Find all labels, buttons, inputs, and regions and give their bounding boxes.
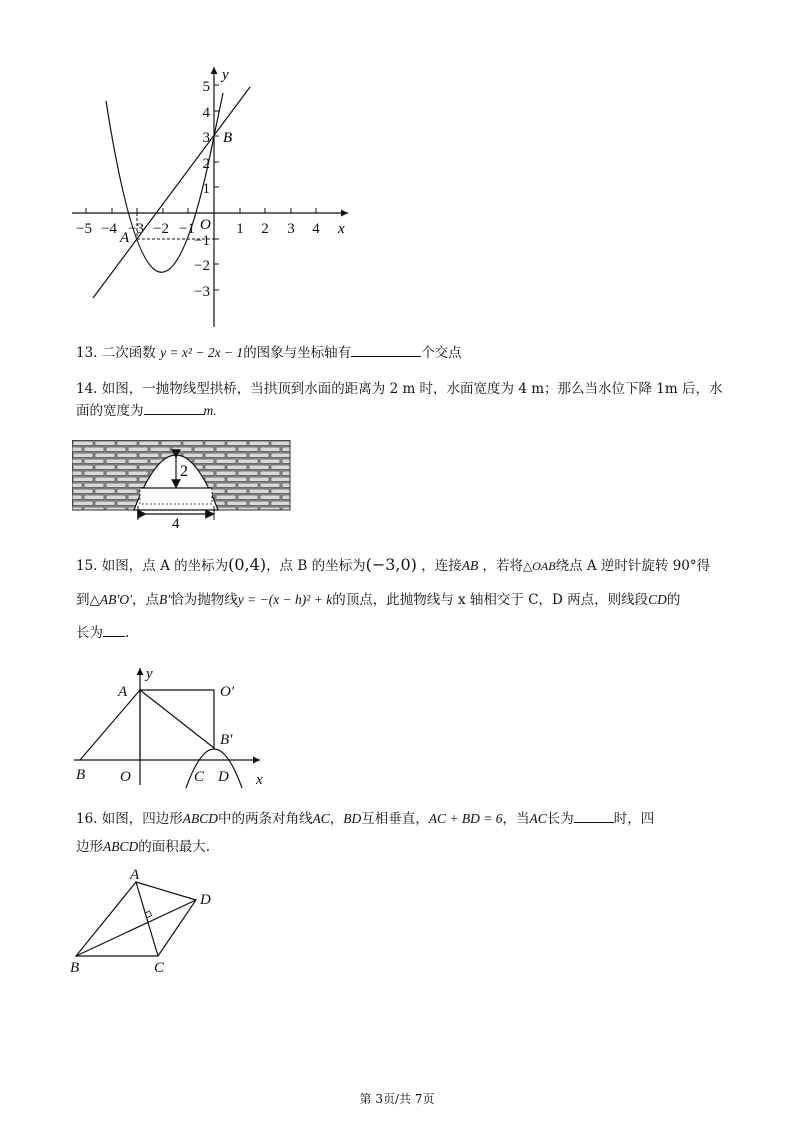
answer-blank[interactable] <box>574 808 614 823</box>
question-text: . <box>125 625 130 641</box>
y-tick: 4 <box>202 105 210 121</box>
question-text: 的图象与坐标轴有 <box>243 345 352 361</box>
question-text: ，若将 <box>482 558 524 574</box>
question-number: 13. <box>76 345 98 361</box>
question-text: 长为 <box>76 625 103 641</box>
x-axis-label: x <box>256 772 263 788</box>
answer-blank[interactable] <box>144 400 204 415</box>
question-text: 面的宽度为 <box>76 403 144 419</box>
question-text: 绕点 A 逆时针旋转 90°得 <box>555 558 711 574</box>
question-text: 到 <box>76 592 90 608</box>
x-tick: −2 <box>153 221 169 237</box>
question-text: 的面积最大. <box>138 839 211 855</box>
question-number: 15. <box>76 558 98 574</box>
question-16 <box>76 805 726 861</box>
question-text: 的顶点，此抛物线与 x 轴相交于 C，D 两点，则线段 <box>332 592 649 608</box>
label-o: O <box>120 769 131 785</box>
formula: y = x² − 2x − 1 <box>160 345 244 360</box>
y-tick: 5 <box>202 79 210 95</box>
x-tick: 3 <box>287 221 295 237</box>
coordinate: (−3,0) <box>365 555 417 574</box>
label-b: B <box>76 767 86 783</box>
y-tick: 2 <box>202 156 210 172</box>
question-14 <box>76 378 726 422</box>
question-text: ， <box>329 811 344 827</box>
page-footer: 第 3页/共 7页 <box>359 1092 435 1106</box>
y-tick: −3 <box>194 284 210 300</box>
math: △OAB <box>523 559 556 573</box>
point-a-label: A <box>120 230 130 246</box>
rotation-figure <box>72 660 272 790</box>
point-b-label: B <box>223 130 233 146</box>
math: CD <box>648 592 667 607</box>
question-text: 互相垂直， <box>361 811 429 827</box>
x-axis-label: x <box>338 221 345 237</box>
question-text: ，点 <box>132 592 160 608</box>
label-a: A <box>130 868 140 883</box>
answer-blank[interactable] <box>351 342 421 357</box>
unit: m. <box>203 403 217 418</box>
triangle-oab <box>80 690 140 760</box>
math: △AB′O′ <box>89 592 133 607</box>
quadrilateral-abcd <box>76 882 196 956</box>
question-13 <box>76 342 726 364</box>
arch-bridge-figure <box>72 440 292 530</box>
label-o-prime: O′ <box>220 684 235 700</box>
y-axis-label: y <box>146 666 153 682</box>
x-tick: −4 <box>101 221 117 237</box>
height-label: 2 <box>180 463 188 480</box>
math: AB <box>461 558 479 573</box>
triangle-ab-prime-o-prime <box>140 690 214 748</box>
label-b: B <box>70 960 80 976</box>
y-tick: −1 <box>194 233 210 249</box>
x-tick: 2 <box>261 221 269 237</box>
y-tick: 3 <box>202 130 210 146</box>
answer-blank[interactable] <box>103 622 125 637</box>
math: ABCD <box>182 811 219 826</box>
x-tick: 4 <box>312 221 320 237</box>
math: AC <box>529 811 547 826</box>
math: BD <box>343 811 362 826</box>
label-d: D <box>218 769 229 785</box>
label-b-prime: B′ <box>220 732 233 748</box>
label-c: C <box>194 769 205 785</box>
y-tick: 1 <box>202 181 210 197</box>
math: ABCD <box>103 839 139 854</box>
diagonal-bd <box>76 900 196 956</box>
question-text: 二次函数 <box>101 345 156 361</box>
question-text: ，连接 <box>421 558 462 574</box>
x-tick: −3 <box>128 221 144 237</box>
question-text: 如图，点 A 的坐标为 <box>101 558 229 574</box>
question-15 <box>76 548 726 650</box>
y-axis-label: y <box>222 67 229 83</box>
x-tick: −5 <box>76 221 92 237</box>
question-text: 时，四 <box>613 811 655 827</box>
x-tick: 1 <box>236 221 244 237</box>
math: B′ <box>159 592 171 607</box>
question-text: 恰为抛物线 <box>170 592 238 608</box>
label-c: C <box>154 960 165 976</box>
function-graph <box>60 55 360 335</box>
question-text: 边形 <box>76 839 103 855</box>
origin-label: O <box>200 217 211 233</box>
question-text: 的 <box>666 592 681 608</box>
question-text: 如图，一抛物线型拱桥，当拱顶到水面的距离为 2 m 时，水面宽度为 4 m；那么当水位下降 1m 后，水 <box>101 381 723 397</box>
question-text: 如图，四边形 <box>101 811 183 827</box>
question-text: 长为 <box>546 811 574 827</box>
coordinate: (0,4) <box>228 555 267 574</box>
question-number: 14. <box>76 381 98 397</box>
label-a: A <box>118 684 128 700</box>
formula: y = −(x − h)² + k <box>237 592 333 607</box>
water <box>140 488 212 504</box>
question-text: 中的两条对角线 <box>218 811 313 827</box>
question-number: 16. <box>76 811 98 827</box>
formula: AC + BD = 6 <box>428 811 503 826</box>
width-label: 4 <box>172 516 180 530</box>
question-text: ，当 <box>502 811 530 827</box>
question-text: ，点 B 的坐标为 <box>266 558 366 574</box>
label-d: D <box>200 892 211 908</box>
x-tick: −1 <box>179 221 195 237</box>
math: AC <box>312 811 330 826</box>
quadrilateral-figure <box>68 868 218 978</box>
question-text: 个交点 <box>421 345 462 361</box>
y-tick: −2 <box>194 258 210 274</box>
